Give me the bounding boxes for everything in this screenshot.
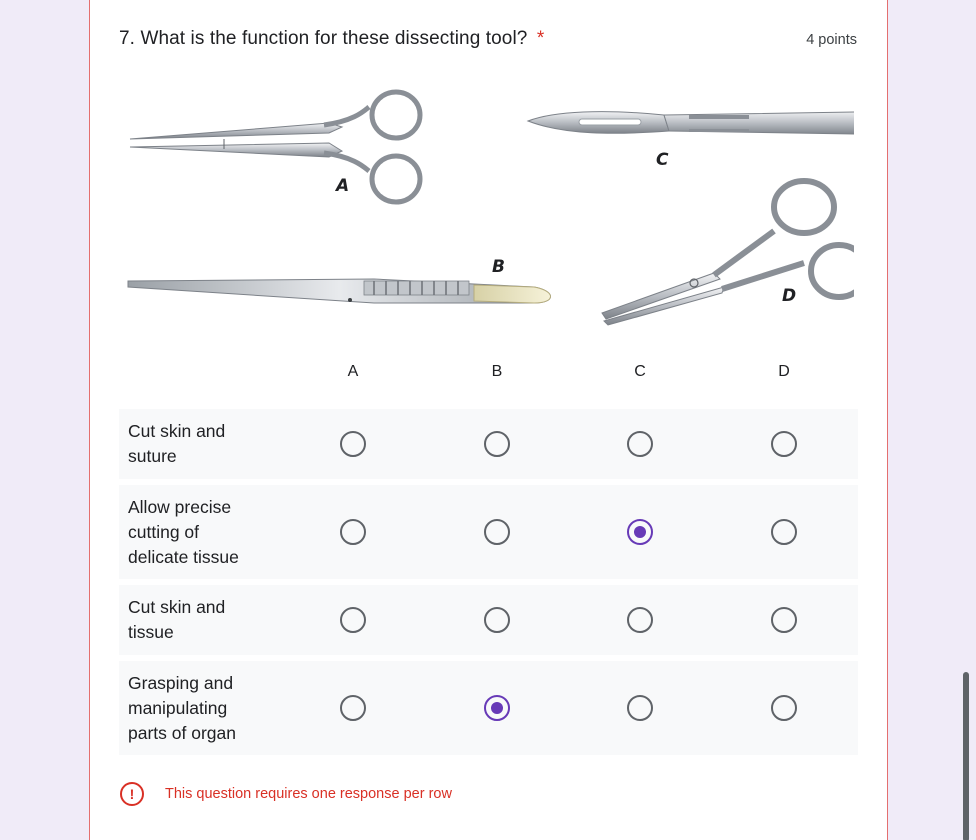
svg-text:A: A	[336, 176, 350, 196]
grid-row-label: Cut skin and tissue	[128, 597, 226, 642]
grid-row	[119, 409, 858, 479]
radio-button[interactable]	[340, 431, 366, 457]
grid-column-header: C	[634, 363, 646, 380]
radio-button[interactable]	[340, 519, 366, 545]
radio-button[interactable]	[627, 519, 653, 545]
grid-row	[119, 661, 858, 755]
radio-button[interactable]	[627, 431, 653, 457]
grid-row-label: Allow precise cutting of delicate tissue	[128, 496, 239, 567]
radio-button[interactable]	[627, 607, 653, 633]
radio-button[interactable]	[771, 607, 797, 633]
dissecting-tools-image	[124, 81, 854, 341]
question-number: 7.	[119, 28, 136, 49]
radio-button[interactable]	[771, 695, 797, 721]
radio-button[interactable]	[340, 695, 366, 721]
radio-button[interactable]	[627, 695, 653, 721]
grid-row-label: Cut skin and suture	[128, 421, 226, 466]
scissors-d-icon	[602, 181, 854, 325]
svg-text:C: C	[656, 150, 669, 170]
grid-row-label: Grasping and manipulating parts of organ	[128, 672, 236, 743]
question-text: What is the function for these dissecting tool?	[140, 28, 528, 49]
grid-row	[119, 585, 858, 655]
question-title	[119, 28, 544, 50]
radio-button[interactable]	[484, 431, 510, 457]
grid-column-header: B	[491, 363, 503, 380]
radio-button[interactable]	[771, 431, 797, 457]
radio-button[interactable]	[340, 607, 366, 633]
question-header	[119, 28, 857, 50]
grid-row	[119, 485, 858, 579]
svg-text:B: B	[492, 257, 505, 277]
choice-grid	[119, 363, 858, 755]
exclamation-icon: !	[120, 782, 144, 806]
radio-button[interactable]	[771, 519, 797, 545]
question-card	[89, 0, 888, 840]
svg-text:D: D	[782, 286, 797, 306]
radio-button[interactable]	[484, 695, 510, 721]
scalpel-c-icon	[528, 111, 854, 135]
grid-column-headers	[119, 363, 858, 403]
forceps-b-icon	[128, 279, 551, 303]
radio-button[interactable]	[484, 519, 510, 545]
grid-column-header: A	[347, 363, 359, 380]
grid-column-header: D	[778, 363, 790, 380]
scissors-a-icon	[130, 92, 420, 202]
question-points: 4 points	[806, 32, 857, 48]
required-asterisk: *	[536, 28, 545, 49]
error-text: This question requires one response per row	[165, 786, 452, 802]
page-scrollbar[interactable]	[963, 672, 969, 840]
grid-rows	[119, 409, 858, 755]
radio-button[interactable]	[484, 607, 510, 633]
error-message	[120, 782, 452, 806]
